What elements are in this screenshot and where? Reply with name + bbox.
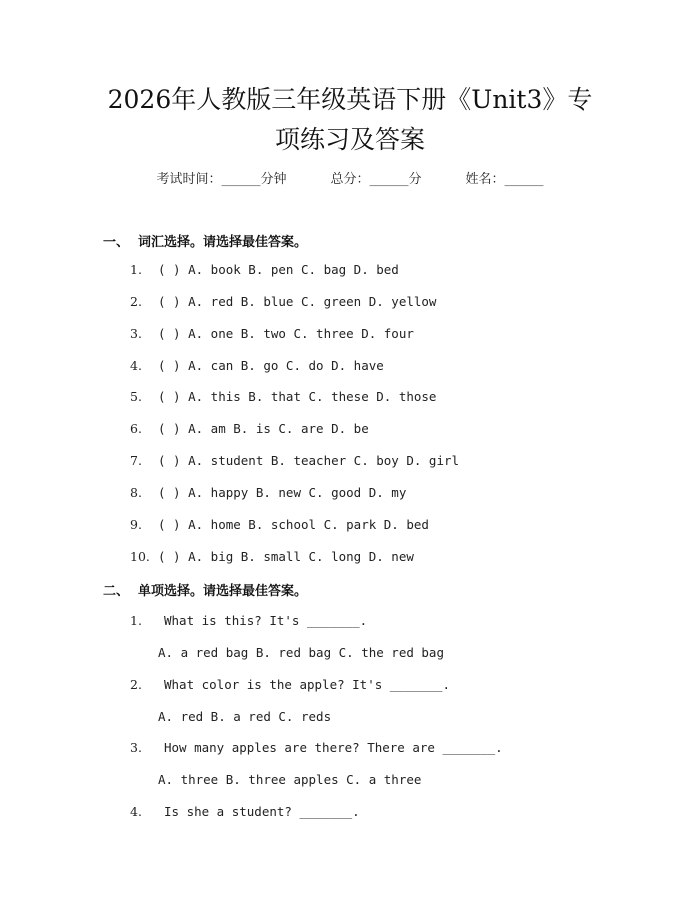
document-title-line1: 2026年人教版三年级英语下册《Unit3》专 [107, 85, 593, 114]
vocab-question-9 [130, 517, 429, 532]
choice-question-1 [130, 613, 367, 628]
document-title-line2: 项练习及答案 [274, 125, 425, 154]
question-number: 3. [130, 326, 142, 341]
question-text: ( ) A. book B. pen C. bag D. bed [158, 262, 399, 277]
question-number: 1. [130, 613, 142, 628]
question-number: 10. [130, 549, 150, 564]
section1-number: 一、 [103, 235, 130, 250]
choice-question-3 [130, 740, 503, 755]
question-text: ( ) A. student B. teacher C. boy D. girl [158, 453, 460, 468]
question-number: 6. [130, 421, 142, 436]
exam-meta [0, 168, 700, 187]
question-text: ( ) A. home B. school C. park D. bed [158, 517, 429, 532]
question-text: ( ) A. one B. two C. three D. four [158, 326, 414, 341]
vocab-question-5 [130, 389, 436, 404]
total-score-field: 总分：______分 [330, 172, 422, 187]
vocab-question-3 [130, 326, 414, 341]
question-text: ( ) A. happy B. new C. good D. my [158, 485, 407, 500]
vocab-question-2 [130, 294, 436, 309]
question-number: 9. [130, 517, 142, 532]
section2-heading-text: 单项选择。请选择最佳答案。 [138, 584, 308, 599]
question-text: ( ) A. red B. blue C. green D. yellow [158, 294, 437, 309]
section2-heading [103, 580, 307, 599]
question-number: 7. [130, 453, 142, 468]
question-text: Is she a student? _______. [164, 804, 360, 819]
vocab-question-7 [130, 453, 459, 468]
student-name-field: 姓名：______ [465, 172, 544, 187]
choice-question-2-options: A. red B. a red C. reds [158, 709, 332, 724]
question-number: 1. [130, 262, 142, 277]
question-number: 5. [130, 389, 142, 404]
vocab-question-8 [130, 485, 406, 500]
question-text: ( ) A. big B. small C. long D. new [158, 549, 414, 564]
question-text: ( ) A. can B. go C. do D. have [158, 358, 384, 373]
choice-question-4 [130, 804, 360, 819]
question-number: 2. [130, 294, 142, 309]
vocab-question-6 [130, 421, 369, 436]
question-number: 4. [130, 804, 142, 819]
vocab-question-4 [130, 358, 384, 373]
section1-heading [103, 231, 307, 250]
question-text: How many apples are there? There are _______. [164, 740, 503, 755]
question-number: 3. [130, 740, 142, 755]
question-number: 8. [130, 485, 142, 500]
choice-question-1-options: A. a red bag B. red bag C. the red bag [158, 645, 444, 660]
question-number: 4. [130, 358, 142, 373]
vocab-question-1 [130, 262, 399, 277]
section1-heading-text: 词汇选择。请选择最佳答案。 [138, 235, 308, 250]
question-text: What is this? It's _______. [164, 613, 368, 628]
question-text: ( ) A. this B. that C. these D. those [158, 389, 437, 404]
exam-time-field: 考试时间：______分钟 [156, 172, 287, 187]
choice-question-3-options: A. three B. three apples C. a three [158, 772, 422, 787]
choice-question-2 [130, 677, 450, 692]
question-number: 2. [130, 677, 142, 692]
question-text: ( ) A. am B. is C. are D. be [158, 421, 369, 436]
question-text: What color is the apple? It's _______. [164, 677, 450, 692]
section2-number: 二、 [103, 584, 130, 599]
vocab-question-10 [130, 549, 414, 564]
